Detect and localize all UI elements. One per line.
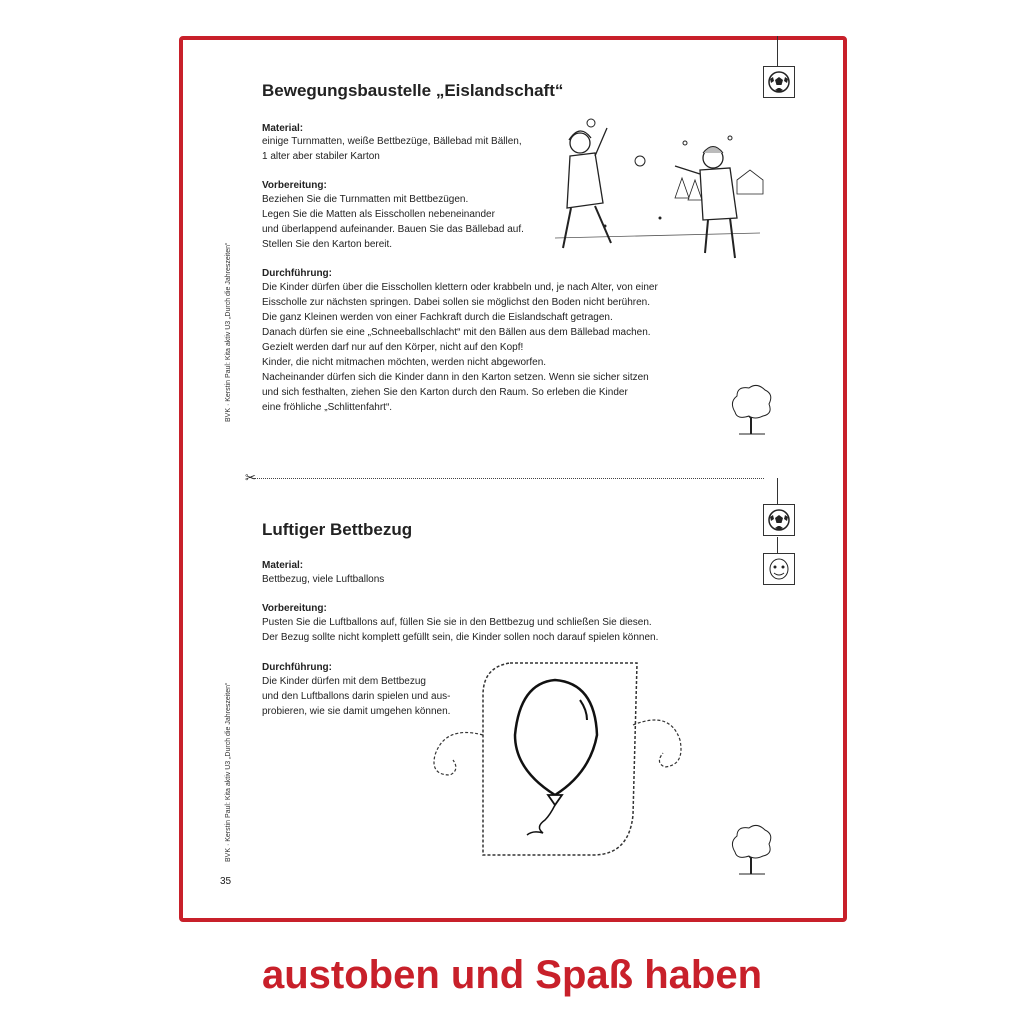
section2-exec-text: Die Kinder dürfen mit dem Bettbezug und den Luftballons darin spielen und aus- probieren, wie sie damit umgehen können.	[262, 676, 451, 717]
section2-title: Luftiger Bettbezug	[262, 520, 413, 539]
section1-exec-label: Durchführung:	[262, 268, 332, 279]
section1-prep-label: Vorbereitung:	[262, 180, 327, 191]
face-icon	[763, 553, 795, 585]
snowball-fight-illustration	[545, 108, 770, 273]
page-number: 35	[220, 876, 232, 887]
bottom-tagline: austoben und Spaß haben	[261, 953, 763, 997]
tree-icon	[727, 382, 775, 438]
section2-material-text: Bettbezug, viele Luftballons	[262, 574, 385, 585]
icon-hanger-line	[777, 537, 778, 553]
section2-prep-text: Pusten Sie die Luftballons auf, füllen Sie sie in den Bettbezug und schließen Sie diesen. Der Bezug sollte nicht komplett gefüllt sein, die Kinder sollen noch darauf spielen können.	[262, 617, 659, 643]
soccer-ball-icon	[763, 66, 795, 98]
soccer-ball-icon	[763, 504, 795, 536]
side-credit-text: BVK · Kerstin Paul: Kita aktiv U3 „Durch die Jahreszeiten“	[225, 682, 232, 862]
section1-exec-text: Die Kinder dürfen über die Eisschollen klettern oder krabbeln und, je nach Alter, von einer Eisscholle zur nächsten springen. Dabei sollen sie möglichst den Boden nicht berühren. Die ganz Kleinen werden von einer Fachkraft durch die Eislandschaft getragen. Danach dürfen sie eine „Schneeballschlacht“ mit den Bällen aus dem Bällebad machen. Gezielt werden darf nur auf den Körper, nicht auf den Kopf! Kinder, die nicht mitmachen möchten, werden nicht abgeworfen. Nacheinander dürfen sich die Kinder dann in den Karton setzen. Wenn sie sicher sitzen und sich festhalten, ziehen Sie den Karton durch den Raum. So erleben die Kinder eine fröhliche „Schlittenfahrt“.	[262, 282, 658, 413]
icon-hanger-line	[777, 478, 778, 504]
tree-icon	[727, 822, 775, 878]
section2-prep-label: Vorbereitung:	[262, 603, 327, 614]
section1-material-label: Material:	[262, 123, 304, 134]
cut-line	[254, 478, 764, 479]
section1-prep-text: Beziehen Sie die Turnmatten mit Bettbezügen. Legen Sie die Matten als Eisschollen nebeneinander und überlappend aufeinander. Bauen Sie das Bällebad auf. Stellen Sie den Karton bereit.	[262, 194, 524, 250]
balloon-illustration	[415, 655, 700, 860]
section2-exec-label: Durchführung:	[262, 662, 332, 673]
icon-hanger-line	[777, 36, 778, 66]
section1-material-text: einige Turnmatten, weiße Bettbezüge, Bällebad mit Bällen, 1 alter aber stabiler Karton	[262, 136, 522, 162]
section1-title: Bewegungsbaustelle „Eislandschaft“	[262, 81, 564, 100]
side-credit-text: BVK · Kerstin Paul: Kita aktiv U3 „Durch die Jahreszeiten“	[225, 242, 232, 422]
section2-material-label: Material:	[262, 560, 304, 571]
scissors-icon: ✂	[245, 470, 256, 485]
